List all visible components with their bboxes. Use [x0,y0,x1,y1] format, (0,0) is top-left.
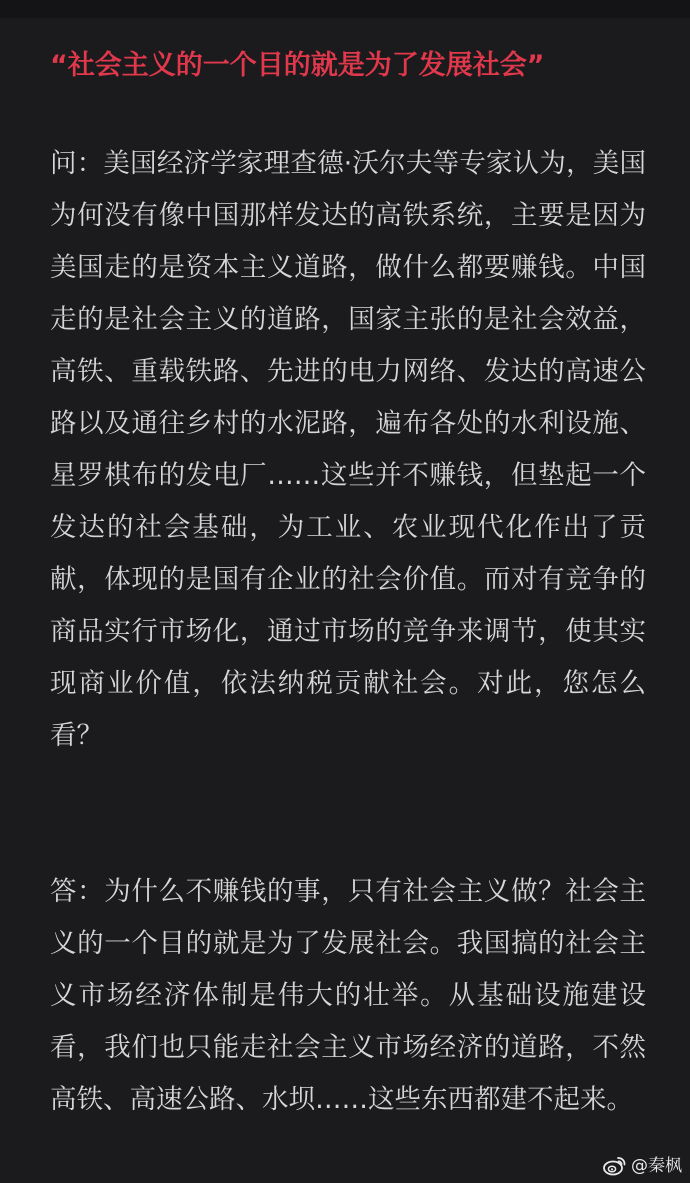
weibo-watermark [603,1155,682,1177]
top-strip [0,0,690,18]
article-title: “社会主义的一个目的就是为了发展社会” [50,50,545,81]
answer-paragraph: 答：为什么不赚钱的事，只有社会主义做？社会主义的一个目的就是为了发展社会。我国搞的社会主义市场经济体制是伟大的壮举。从基础设施建设看，我们也只能走社会主义市场经济的道路，不然高铁、高速公路、水坝……这些东西都建不起来。 [50,876,646,1115]
weibo-logo-icon [603,1155,627,1177]
article-card [0,18,690,1183]
question-paragraph: 问：美国经济学家理查德·沃尔夫等专家认为，美国为何没有像中国那样发达的高铁系统，主要是因为美国走的是资本主义道路，做什么都要赚钱。中国走的是社会主义的道路，国家主张的是社会效益，高铁、重载铁路、先进的电力网络、发达的高速公路以及通往乡村的水泥路，遍布各处的水利设施、星罗棋布的发电厂……这些并不赚钱，但垫起一个发达的社会基础，为工业、农业现代化作出了贡献，体现的是国有企业的社会价值。而对有竞争的商品实行市场化，通过市场的竞争来调节，使其实现商业价值，依法纳税贡献社会。对此，您怎么看？ [50,148,646,751]
watermark-handle: @秦枫 [631,1156,682,1176]
